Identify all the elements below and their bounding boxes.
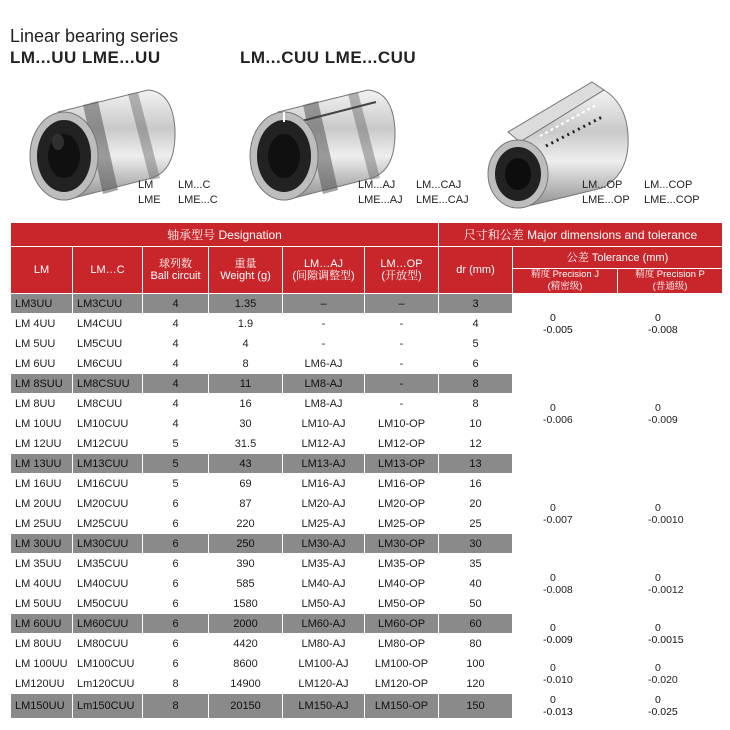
cell-weight: 31.5 — [209, 434, 283, 454]
cell-ball: 5 — [143, 434, 209, 454]
cell-ball: 5 — [143, 474, 209, 494]
table-row — [11, 554, 723, 574]
image-caption: LM...AJ — [358, 179, 396, 191]
cell-aj: LM60-AJ — [283, 614, 365, 634]
cell-dr: 6 — [439, 354, 513, 374]
cell-weight: 250 — [209, 534, 283, 554]
cell-lm: LM 8SUU — [11, 374, 73, 394]
cell-aj: LM20-AJ — [283, 494, 365, 514]
cell-lmc: LM5CUU — [73, 334, 143, 354]
precision-p-cn: (普通级) — [652, 281, 688, 292]
cell-weight: 1.35 — [209, 294, 283, 314]
cell-dr: 13 — [439, 454, 513, 474]
cell-dr: 150 — [439, 694, 513, 719]
cell-lmc: LM4CUU — [73, 314, 143, 334]
cell-weight: 69 — [209, 474, 283, 494]
cell-op: LM40-OP — [365, 574, 439, 594]
cell-aj: LM6-AJ — [283, 354, 365, 374]
cell-op: LM20-OP — [365, 494, 439, 514]
ball-circuit-cn: 球列数 — [159, 258, 192, 270]
cell-dr: 10 — [439, 414, 513, 434]
image-caption: LM — [138, 179, 154, 191]
column-header-dr: dr (mm) — [439, 247, 513, 294]
column-header-ball-circuit — [143, 247, 209, 294]
cell-weight: 11 — [209, 374, 283, 394]
cell-dr: 16 — [439, 474, 513, 494]
cell-dr: 50 — [439, 594, 513, 614]
tolerance-upper: 0 — [655, 501, 661, 514]
cell-op: LM100-OP — [365, 654, 439, 674]
cell-dr: 120 — [439, 674, 513, 694]
image-caption: LM...CAJ — [416, 179, 462, 191]
tolerance-upper: 0 — [550, 694, 556, 706]
cell-lm: LM 80UU — [11, 634, 73, 654]
cell-op: - — [365, 314, 439, 334]
cell-lm: LM120UU — [11, 674, 73, 694]
cell-dr: 4 — [439, 314, 513, 334]
cell-op: LM12-OP — [365, 434, 439, 454]
cell-ball: 4 — [143, 314, 209, 334]
image-caption: LME — [138, 194, 161, 206]
tolerance-upper: 0 — [655, 571, 661, 584]
cell-lm: LM 5UU — [11, 334, 73, 354]
cell-lmc: Lm150CUU — [73, 694, 143, 719]
tolerance-p — [618, 694, 723, 719]
tolerance-lower: -0.009 — [543, 633, 573, 646]
tolerance-upper: 0 — [550, 401, 556, 414]
cell-dr: 80 — [439, 634, 513, 654]
cell-ball: 4 — [143, 354, 209, 374]
column-header-weight — [209, 247, 283, 294]
tolerance-lower: -0.013 — [543, 706, 573, 718]
tolerance-j — [513, 694, 618, 719]
cell-weight: 14900 — [209, 674, 283, 694]
cell-lm: LM 13UU — [11, 454, 73, 474]
precision-j-cn: (精密级) — [547, 281, 583, 292]
cell-weight: 2000 — [209, 614, 283, 634]
cell-aj: LM8-AJ — [283, 394, 365, 414]
tolerance-upper: 0 — [550, 621, 556, 634]
cell-ball: 6 — [143, 554, 209, 574]
column-header-tolerance: 公差 Tolerance (mm) — [513, 247, 723, 269]
cell-weight: 4 — [209, 334, 283, 354]
column-header-precision-p — [618, 269, 723, 294]
cell-lm: LM 4UU — [11, 314, 73, 334]
cell-aj: – — [283, 294, 365, 314]
cell-aj: - — [283, 314, 365, 334]
cell-op: LM120-OP — [365, 674, 439, 694]
weight-en: Weight (g) — [220, 270, 271, 282]
cell-ball: 6 — [143, 594, 209, 614]
cell-lm: LM 100UU — [11, 654, 73, 674]
cell-aj: LM13-AJ — [283, 454, 365, 474]
tolerance-p — [618, 554, 723, 614]
tolerance-p — [618, 294, 723, 354]
cell-lmc: LM25CUU — [73, 514, 143, 534]
column-header-precision-j — [513, 269, 618, 294]
table-row — [11, 474, 723, 494]
cell-lmc: LM100CUU — [73, 654, 143, 674]
specification-table — [10, 222, 723, 719]
tolerance-j — [513, 354, 618, 474]
cell-dr: 3 — [439, 294, 513, 314]
image-caption: LM...OP — [582, 179, 623, 191]
specification-table-body — [11, 294, 723, 719]
cell-aj: LM30-AJ — [283, 534, 365, 554]
cell-op: LM80-OP — [365, 634, 439, 654]
table-row — [11, 654, 723, 674]
cell-ball: 6 — [143, 494, 209, 514]
cell-ball: 4 — [143, 394, 209, 414]
tolerance-j — [513, 614, 618, 654]
cell-lmc: LM8CSUU — [73, 374, 143, 394]
cell-weight: 1.9 — [209, 314, 283, 334]
cell-lm: LM 20UU — [11, 494, 73, 514]
cell-lm: LM 6UU — [11, 354, 73, 374]
cell-dr: 100 — [439, 654, 513, 674]
cell-weight: 4420 — [209, 634, 283, 654]
series-title: Linear bearing series — [10, 26, 179, 46]
tolerance-j — [513, 554, 618, 614]
cell-dr: 5 — [439, 334, 513, 354]
tolerance-upper: 0 — [655, 401, 661, 414]
cell-lmc: LM60CUU — [73, 614, 143, 634]
cell-lm: LM 40UU — [11, 574, 73, 594]
tolerance-p — [618, 654, 723, 694]
image-caption: LME...OP — [582, 194, 630, 206]
cell-aj: LM80-AJ — [283, 634, 365, 654]
cell-weight: 43 — [209, 454, 283, 474]
cell-weight: 220 — [209, 514, 283, 534]
cell-ball: 4 — [143, 374, 209, 394]
tolerance-lower: -0.009 — [648, 413, 678, 426]
cell-dr: 20 — [439, 494, 513, 514]
cell-lm: LM 10UU — [11, 414, 73, 434]
table-row — [11, 354, 723, 374]
cell-aj: LM120-AJ — [283, 674, 365, 694]
cell-dr: 30 — [439, 534, 513, 554]
cell-ball: 8 — [143, 694, 209, 719]
cell-lm: LM 12UU — [11, 434, 73, 454]
cell-op: LM10-OP — [365, 414, 439, 434]
cell-weight: 1580 — [209, 594, 283, 614]
cell-op: LM35-OP — [365, 554, 439, 574]
dimensions-group-header: 尺寸和公差 Major dimensions and tolerance — [439, 223, 723, 247]
cell-lm: LM150UU — [11, 694, 73, 719]
table-row — [11, 614, 723, 634]
tolerance-lower: -0.025 — [648, 706, 678, 718]
aj-en: LM…AJ — [303, 258, 344, 270]
cell-aj: LM25-AJ — [283, 514, 365, 534]
tolerance-p — [618, 354, 723, 474]
cell-op: LM25-OP — [365, 514, 439, 534]
cell-aj: LM12-AJ — [283, 434, 365, 454]
tolerance-lower: -0.006 — [543, 413, 573, 426]
tolerance-lower: -0.008 — [543, 583, 573, 596]
table-row — [11, 294, 723, 314]
tolerance-lower: -0.0010 — [648, 513, 684, 526]
cell-ball: 6 — [143, 534, 209, 554]
tolerance-lower: -0.0012 — [648, 583, 684, 596]
image-caption: LME...AJ — [358, 194, 403, 206]
cell-aj: LM16-AJ — [283, 474, 365, 494]
cell-aj: LM50-AJ — [283, 594, 365, 614]
cell-weight: 8 — [209, 354, 283, 374]
cell-lmc: LM10CUU — [73, 414, 143, 434]
cell-op: - — [365, 354, 439, 374]
cell-weight: 8600 — [209, 654, 283, 674]
cell-op: LM60-OP — [365, 614, 439, 634]
cell-weight: 16 — [209, 394, 283, 414]
cell-dr: 8 — [439, 374, 513, 394]
cell-weight: 20150 — [209, 694, 283, 719]
column-header-aj — [283, 247, 365, 294]
cell-ball: 4 — [143, 334, 209, 354]
cell-lm: LM 25UU — [11, 514, 73, 534]
cell-weight: 30 — [209, 414, 283, 434]
cell-lmc: LM12CUU — [73, 434, 143, 454]
cell-op: LM13-OP — [365, 454, 439, 474]
column-header-lm: LM — [11, 247, 73, 294]
cell-dr: 12 — [439, 434, 513, 454]
cell-dr: 8 — [439, 394, 513, 414]
table-row — [11, 694, 723, 719]
cell-weight: 87 — [209, 494, 283, 514]
cell-lm: LM3UU — [11, 294, 73, 314]
tolerance-j — [513, 474, 618, 554]
cell-ball: 5 — [143, 454, 209, 474]
image-caption: LME...CAJ — [416, 194, 469, 206]
cell-lmc: LM50CUU — [73, 594, 143, 614]
cell-aj: LM150-AJ — [283, 694, 365, 719]
cell-aj: LM35-AJ — [283, 554, 365, 574]
tolerance-lower: -0.020 — [648, 673, 678, 686]
weight-cn: 重量 — [234, 258, 257, 270]
cell-op: - — [365, 334, 439, 354]
tolerance-upper: 0 — [655, 311, 661, 324]
tolerance-upper: 0 — [655, 661, 661, 674]
cell-lm: LM 50UU — [11, 594, 73, 614]
cell-ball: 6 — [143, 614, 209, 634]
cell-lmc: LM35CUU — [73, 554, 143, 574]
cell-ball: 4 — [143, 414, 209, 434]
cell-ball: 6 — [143, 654, 209, 674]
tolerance-lower: -0.007 — [543, 513, 573, 526]
cell-aj: LM10-AJ — [283, 414, 365, 434]
cell-ball: 4 — [143, 294, 209, 314]
image-caption: LME...C — [178, 194, 218, 206]
precision-p-en: 精度 Precision P — [635, 269, 705, 280]
series-name-cuu: LM...CUU LME...CUU — [240, 48, 417, 67]
cell-lm: LM 8UU — [11, 394, 73, 414]
cell-lmc: LM80CUU — [73, 634, 143, 654]
cell-weight: 585 — [209, 574, 283, 594]
cell-lm: LM 60UU — [11, 614, 73, 634]
cell-aj: LM40-AJ — [283, 574, 365, 594]
cell-lm: LM 16UU — [11, 474, 73, 494]
cell-lmc: LM30CUU — [73, 534, 143, 554]
tolerance-upper: 0 — [550, 311, 556, 324]
cell-ball: 6 — [143, 514, 209, 534]
tolerance-p — [618, 614, 723, 654]
cell-ball: 6 — [143, 634, 209, 654]
tolerance-lower: -0.005 — [543, 323, 573, 336]
cell-aj: - — [283, 334, 365, 354]
column-header-op — [365, 247, 439, 294]
cell-op: - — [365, 374, 439, 394]
tolerance-upper: 0 — [550, 661, 556, 674]
tolerance-upper: 0 — [655, 694, 661, 706]
cell-op: LM30-OP — [365, 534, 439, 554]
cell-op: LM50-OP — [365, 594, 439, 614]
ball-circuit-en: Ball circuit — [150, 270, 201, 282]
cell-lmc: LM20CUU — [73, 494, 143, 514]
cell-lmc: Lm120CUU — [73, 674, 143, 694]
cell-op: LM16-OP — [365, 474, 439, 494]
cell-lmc: LM6CUU — [73, 354, 143, 374]
cell-dr: 60 — [439, 614, 513, 634]
op-en: LM…OP — [380, 258, 423, 270]
cell-lmc: LM8CUU — [73, 394, 143, 414]
aj-cn: (间隙调整型) — [292, 270, 355, 282]
tolerance-j — [513, 294, 618, 354]
cell-lmc: LM3CUU — [73, 294, 143, 314]
column-header-lmc: LM…C — [73, 247, 143, 294]
image-caption: LME...COP — [644, 194, 700, 206]
cell-lm: LM 30UU — [11, 534, 73, 554]
cell-op: - — [365, 394, 439, 414]
cell-aj: LM8-AJ — [283, 374, 365, 394]
tolerance-upper: 0 — [655, 621, 661, 634]
precision-j-en: 精度 Precision J — [530, 269, 600, 280]
cell-ball: 8 — [143, 674, 209, 694]
cell-weight: 390 — [209, 554, 283, 574]
cell-dr: 35 — [439, 554, 513, 574]
cell-op: – — [365, 294, 439, 314]
series-name-uu: LM...UU LME...UU — [10, 48, 161, 67]
tolerance-upper: 0 — [550, 571, 556, 584]
tolerance-j — [513, 654, 618, 694]
cell-lmc: LM16CUU — [73, 474, 143, 494]
tolerance-lower: -0.0015 — [648, 633, 684, 646]
cell-dr: 25 — [439, 514, 513, 534]
tolerance-lower: -0.010 — [543, 673, 573, 686]
image-caption: LM...COP — [644, 179, 693, 191]
cell-lmc: LM13CUU — [73, 454, 143, 474]
cell-lmc: LM40CUU — [73, 574, 143, 594]
cell-aj: LM100-AJ — [283, 654, 365, 674]
op-cn: (开放型) — [381, 270, 422, 282]
cell-lm: LM 35UU — [11, 554, 73, 574]
tolerance-p — [618, 474, 723, 554]
designation-group-header: 轴承型号 Designation — [11, 223, 439, 247]
image-caption: LM...C — [178, 179, 211, 191]
cell-ball: 6 — [143, 574, 209, 594]
tolerance-upper: 0 — [550, 501, 556, 514]
cell-dr: 40 — [439, 574, 513, 594]
tolerance-lower: -0.008 — [648, 323, 678, 336]
cell-op: LM150-OP — [365, 694, 439, 719]
